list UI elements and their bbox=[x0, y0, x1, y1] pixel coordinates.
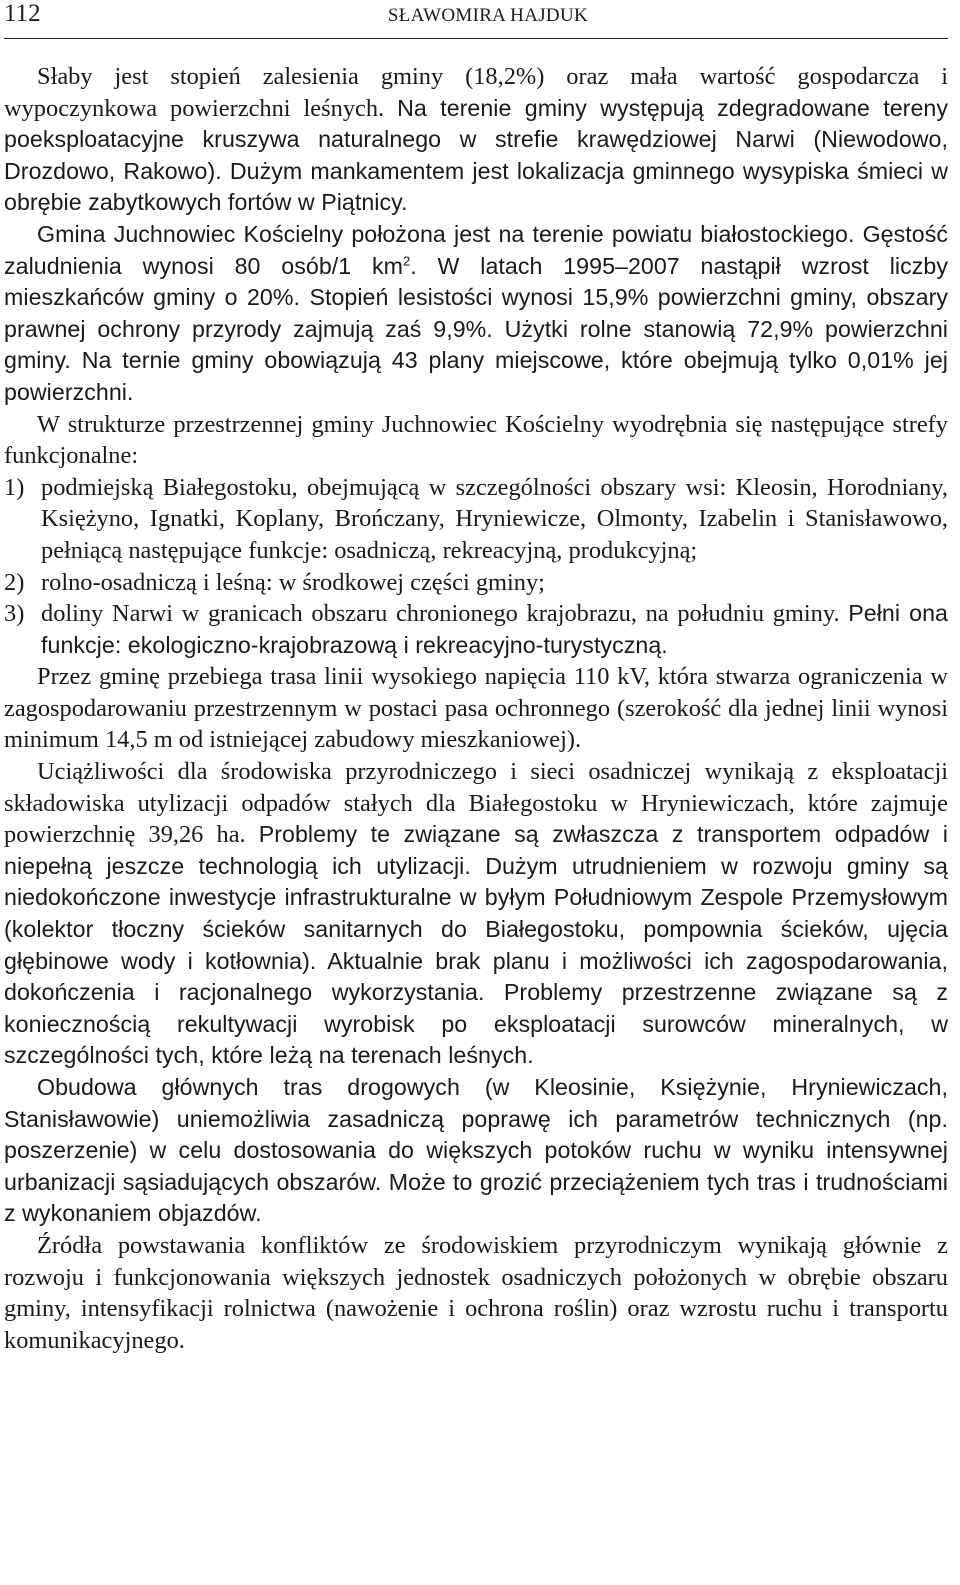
list-item-text: rolno-osadniczą i leśną: w środkowej części gminy; bbox=[41, 568, 545, 596]
list-item-number: 1) bbox=[4, 473, 25, 501]
paragraph-roads: Obudowa głównych tras drogowych (w Kleosinie, Księżynie, Hryniewiczach, Stanisławowie) uniemożliwia zasadniczą poprawę ich parametrów technicznych (np. poszerzenie) w celu dostosowania do większych potoków ruchu w wyniku intensywnej urbanizacji sąsiadujących obszarów. Może to grozić przeciążeniem tych tras i trudnościami z wykonaniem objazdów. bbox=[4, 1074, 948, 1227]
page-number: 112 bbox=[4, 0, 41, 27]
paragraph-juchnowiec-b: . W latach 1995–2007 nastąpił wzrost liczby mieszkańców gminy o 20%. Stopień lesistości wynosi 15,9% powierzchni gminy, obszary prawnej ochrony przyrody zajmują zaś 9,9%. Użytki rolne stanowią 72,9% powierzchni gminy. Na ternie gminy obowiązują 43 plany miejscowe, które obejmują tylko 0,01% jej powierzchni. bbox=[4, 252, 948, 405]
paragraph-structure: W strukturze przestrzennej gminy Juchnowiec Kościelny wyodrębnia się następujące strefy funkcjonalne: bbox=[4, 410, 948, 470]
list-item bbox=[4, 598, 948, 661]
paragraph-power-line: Przez gminę przebiega trasa linii wysokiego napięcia 110 kV, która stwarza ograniczenia w zagospodarowaniu przestrzennym w postaci pasa ochronnego (szerokość dla jednej linii wynosi minimum 14,5 m od istniejącej zabudowy mieszkaniowej). bbox=[4, 663, 948, 754]
running-head: SŁAWOMIRA HAJDUK bbox=[387, 5, 588, 26]
list-item bbox=[4, 567, 948, 599]
paragraph-landfill-serif: Uciążliwości dla środowiska przyrodniczego i sieci osadniczej wynikają z eksploatacji składowiska utylizacji odpadów stałych dla Białegostoku w Hryniewiczach, które zajmuje powierzchnię 39,26 ha. bbox=[4, 758, 948, 849]
superscript-2: 2 bbox=[403, 252, 411, 268]
paragraph-landfill bbox=[4, 756, 948, 1072]
list-item-text: podmiejską Białegostoku, obejmującą w szczególności obszary wsi: Kleosin, Horodniany, Księżyno, Ignatki, Koplany, Brończany, Hryniewicze, Olmonty, Izabelin i Stanisławowo, pełniącą następujące funkcje: osadniczą, rekreacyjną, produkcyjną; bbox=[41, 473, 948, 564]
body-text bbox=[4, 61, 948, 1356]
list-item-number: 2) bbox=[4, 568, 25, 596]
zones-list bbox=[4, 472, 948, 662]
paragraph-juchnowiec-a: Gmina Juchnowiec Kościelny położona jest na terenie powiatu białostockiego. Gęstość zaludnienia wynosi 80 osób/1 km bbox=[4, 220, 948, 279]
paragraph-forests-serif: Słaby jest stopień zalesienia gminy (18,2%) oraz mała wartość gospodarcza i wypoczynkowa powierzchni leśnych. bbox=[4, 63, 948, 122]
list-item-text-sans: Pełni ona funkcje: ekologiczno-krajobrazową i rekreacyjno-turystyczną. bbox=[41, 600, 948, 658]
paragraph-forests-sans: Na terenie gminy występują zdegradowane tereny poeksploatacyjne kruszywa naturalnego w strefie krawędziowej Narwi (Niewodowo, Drozdowo, Rakowo). Dużym mankamentem jest lokalizacja gminnego wysypiska śmieci w obrębie zabytkowych fortów w Piątnicy. bbox=[4, 94, 948, 216]
list-item-text: doliny Narwi w granicach obszaru chronionego krajobrazu, na południu gminy. bbox=[41, 600, 840, 628]
paragraph-conflicts: Źródła powstawania konfliktów ze środowiskiem przyrodniczym wynikają głównie z rozwoju i funkcjonowania większych jednostek osadniczych położonych w obrębie obszaru gminy, intensyfikacji rolnictwa (nawożenie i ochrona roślin) oraz wzrostu ruchu i transportu komunikacyjnego. bbox=[4, 1231, 948, 1354]
paragraph-juchnowiec bbox=[4, 219, 948, 409]
page-header bbox=[4, 0, 948, 39]
paragraph-landfill-sans: Problemy te związane są zwłaszcza z transportem odpadów i niepełną jeszcze technologią ich utylizacji. Dużym utrudnieniem w rozwoju gminy są niedokończone inwestycje infrastrukturalne w byłym Południowym Zespole Przemysłowym (kolektor tłoczny ścieków sanitarnych do Białegostoku, pompownia ścieków, ujęcia głębinowe wody i kotłownia). Aktualnie brak planu i możliwości ich zagospodarowania, dokończenia i racjonalnego wykorzystania. Problemy przestrzenne związane są z koniecznością rekultywacji wyrobisk po eksploatacji surowców mineralnych, w szczególności tych, które leżą na terenach leśnych. bbox=[4, 821, 948, 1069]
list-item bbox=[4, 472, 948, 567]
list-item-number: 3) bbox=[4, 600, 25, 628]
paragraph-forests bbox=[4, 61, 948, 219]
